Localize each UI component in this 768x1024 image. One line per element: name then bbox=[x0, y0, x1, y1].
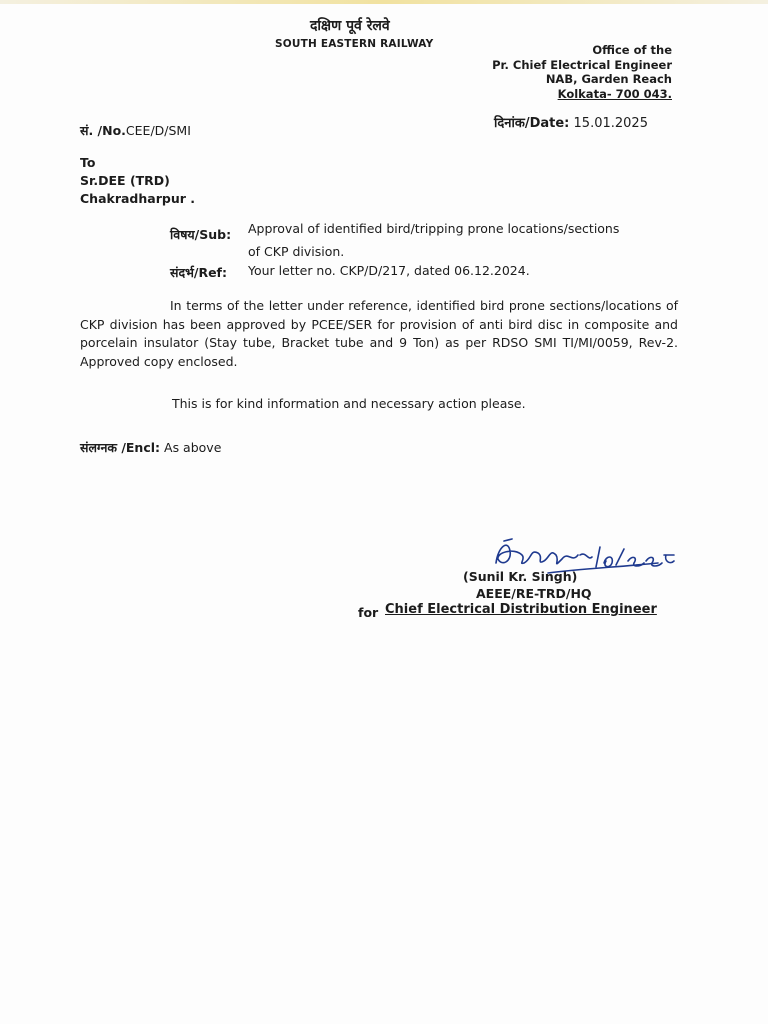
signatory-for: for bbox=[358, 605, 379, 620]
office-line: NAB, Garden Reach bbox=[545, 72, 672, 86]
ref-label: संदर्भ/Ref: bbox=[170, 265, 227, 280]
enclosure-value: As above bbox=[164, 440, 222, 455]
recipient-place: Chakradharpur . bbox=[80, 191, 195, 206]
recipient-to: To bbox=[80, 155, 96, 170]
letter-date-label: दिनांक/Date: bbox=[494, 116, 570, 131]
signatory-designation: AEEE/RE-TRD/HQ bbox=[476, 586, 592, 601]
subject-line-2: of CKP division. bbox=[248, 244, 345, 259]
office-line: Kolkata- 700 043. bbox=[557, 86, 672, 101]
office-line: Office of the bbox=[592, 43, 672, 57]
signatory-office: Chief Electrical Distribution Engineer bbox=[385, 602, 657, 617]
recipient-name: Sr.DEE (TRD) bbox=[80, 173, 170, 188]
office-address bbox=[492, 43, 672, 101]
body-paragraph-1: In terms of the letter under reference, identified bird prone sections/locations of CKP division has been approved by PCEE/SER for provision of anti bird disc in composite and porcelain insulator (Stay tube, Bracket tube and 9 Ton) as per RDSO SMI TI/MI/0059, Rev-2. Approved copy enclosed. bbox=[80, 298, 678, 369]
office-line: Pr. Chief Electrical Engineer bbox=[492, 57, 672, 72]
enclosure bbox=[80, 439, 221, 456]
subject-label: विषय/Sub: bbox=[170, 227, 232, 242]
letter-number-label: सं. /No. bbox=[80, 123, 126, 138]
signatory-name: (Sunil Kr. Singh) bbox=[463, 569, 578, 584]
letter-number-value: CEE/D/SMI bbox=[125, 123, 191, 138]
enclosure-label: संलग्नक /Encl: bbox=[80, 440, 161, 455]
letter-date bbox=[494, 113, 648, 131]
ref-value: Your letter no. CKP/D/217, dated 06.12.2024. bbox=[248, 263, 530, 278]
letter-date-value: 15.01.2025 bbox=[573, 116, 648, 131]
body-paragraph-2: This is for kind information and necessary action please. bbox=[172, 396, 526, 411]
letter-number bbox=[80, 122, 191, 139]
org-name-hindi: दक्षिण पूर्व रेलवे bbox=[310, 18, 390, 34]
top-edge-stripe bbox=[0, 0, 768, 4]
subject-line-1: Approval of identified bird/tripping prone locations/sections bbox=[248, 221, 620, 236]
org-name-english: SOUTH EASTERN RAILWAY bbox=[275, 38, 434, 50]
